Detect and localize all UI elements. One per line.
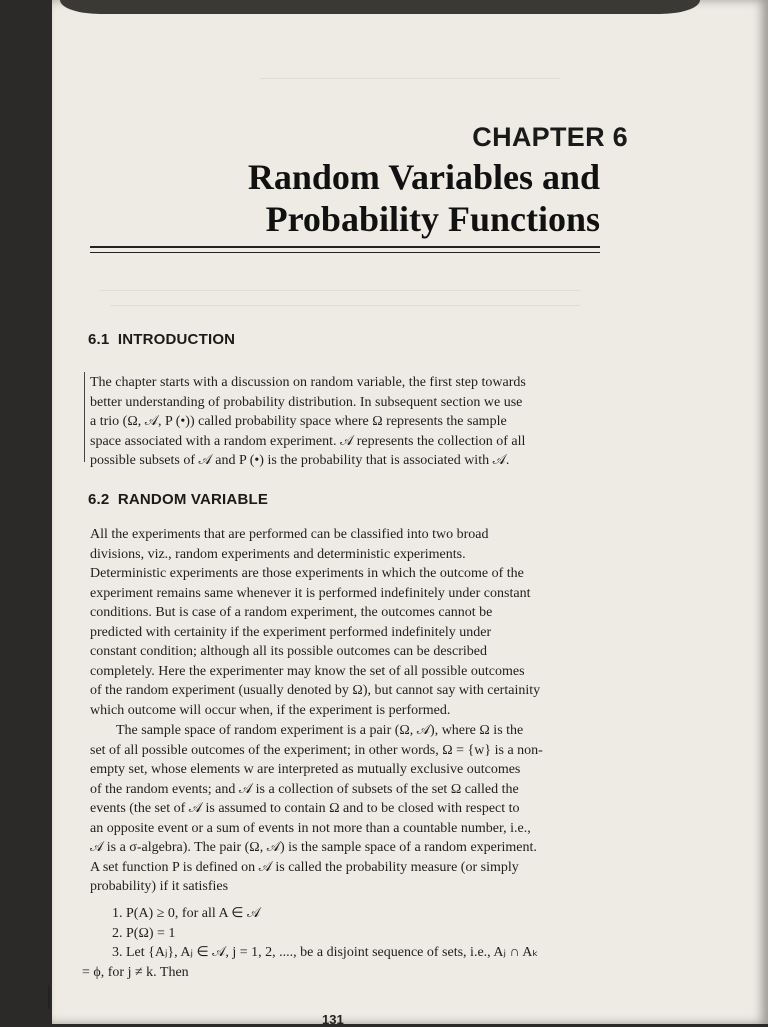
section-title: RANDOM VARIABLE	[117, 491, 269, 508]
page-top-shadow	[60, 0, 700, 14]
text-line: an opposite event or a sum of events in not more than a countable number, i.e.,	[90, 820, 531, 836]
title-rule	[90, 246, 600, 248]
list-item: 3. Let {Aⱼ}, Aⱼ ∈ 𝒜, j = 1, 2, ...., be a disjoint sequence of sets, i.e., Aⱼ ∩ Aₖ	[112, 945, 539, 960]
page-number: 131	[322, 1012, 344, 1027]
text-line: events (the set of 𝒜 is assumed to contain Ω and to be closed with respect to	[90, 801, 520, 816]
text-line: set of all possible outcomes of the experiment; in other words, Ω = {w} is a non-	[90, 742, 543, 758]
section-heading	[88, 491, 268, 508]
bleed-through-line	[110, 305, 580, 306]
text-line: completely. Here the experimenter may know the set of all possible outcomes	[90, 663, 525, 679]
chapter-title-line-2: Probability Functions	[265, 199, 600, 239]
text-line: All the experiments that are performed can be classified into two broad	[90, 527, 489, 542]
chapter-title-line-1: Random Variables and	[247, 157, 600, 197]
section-heading	[88, 331, 235, 348]
text-line: which outcome will occur when, if the experiment is performed.	[90, 702, 451, 718]
text-line: empty set, whose elements w are interpreted as mutually exclusive outcomes	[90, 762, 521, 777]
text-line: probability) if it satisfies	[90, 879, 229, 894]
text-line: A set function P is defined on 𝒜 is called the probability measure (or simply	[90, 859, 519, 875]
text-line: The sample space of random experiment is a pair (Ω, 𝒜), where Ω is the	[116, 723, 524, 738]
text-line: Deterministic experiments are those experiments in which the outcome of the	[90, 566, 524, 581]
margin-bracket	[84, 372, 85, 462]
chapter-label: CHAPTER 6	[472, 122, 628, 152]
chapter-title	[248, 156, 600, 240]
text-line: better understanding of probability distribution. In subsequent section we use	[90, 394, 523, 410]
bleed-through-line	[100, 290, 580, 291]
title-rule	[90, 252, 600, 253]
intro-paragraph	[90, 373, 602, 471]
probability-axioms-list	[82, 904, 612, 982]
text-line: a trio (Ω, 𝒜, P (•)) called probability space where Ω represents the sample	[90, 414, 507, 429]
left-margin-mark	[48, 985, 50, 1009]
text-line: The chapter starts with a discussion on random variable, the first step towards	[90, 375, 526, 390]
section-number: 6.2	[88, 491, 110, 508]
text-line: predicted with certainity if the experiment performed indefinitely under	[90, 624, 492, 640]
list-item: = ϕ, for j ≠ k. Then	[82, 964, 189, 980]
text-line: of the random experiment (usually denoted by Ω), but cannot say with certainity	[90, 683, 541, 698]
text-line: space associated with a random experiment. 𝒜 represents the collection of all	[90, 433, 526, 449]
text-line: of the random events; and 𝒜 is a collection of subsets of the set Ω called the	[90, 781, 519, 797]
list-item: 2. P(Ω) = 1	[112, 925, 176, 941]
random-variable-paragraph-2	[90, 721, 602, 897]
section-title: INTRODUCTION	[117, 331, 236, 348]
random-variable-paragraph-1	[90, 525, 602, 720]
text-line: 𝒜 is a σ-algebra). The pair (Ω, 𝒜) is the sample space of a random experiment.	[90, 840, 537, 855]
list-item: 1. P(A) ≥ 0, for all A ∈ 𝒜	[112, 906, 261, 921]
text-line: conditions. But is case of a random experiment, the outcomes cannot be	[90, 605, 493, 620]
text-line: experiment remains same whenever it is performed indefinitely under constant	[90, 585, 531, 601]
section-number: 6.1	[88, 331, 110, 348]
bleed-through-line	[260, 78, 560, 79]
text-line: divisions, viz., random experiments and deterministic experiments.	[90, 546, 466, 562]
text-line: constant condition; although all its possible outcomes can be described	[90, 644, 487, 659]
text-line: possible subsets of 𝒜 and P (•) is the probability that is associated with 𝒜.	[90, 453, 510, 468]
